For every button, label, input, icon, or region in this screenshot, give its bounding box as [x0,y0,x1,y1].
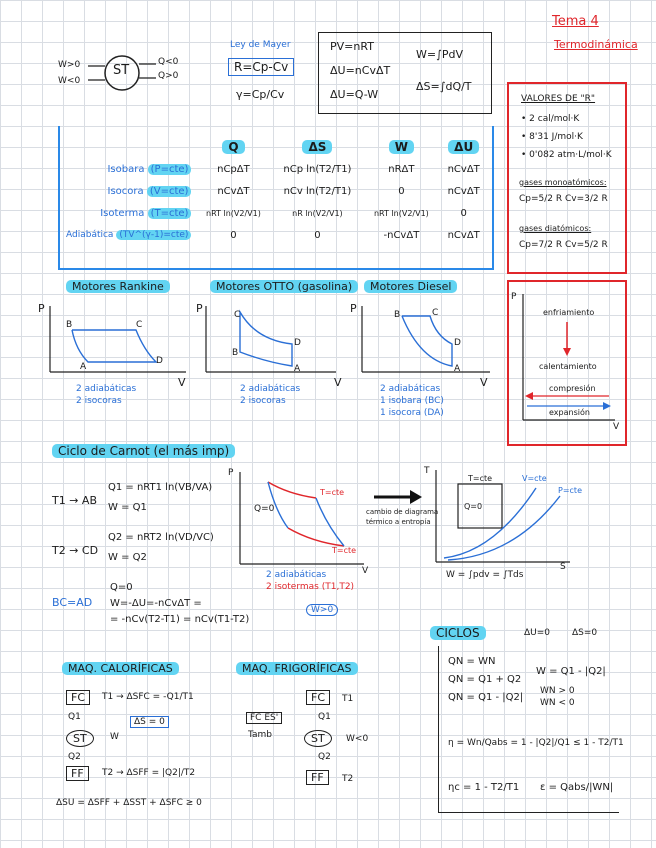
table-row-isobara [62,158,488,180]
maq-cal-q1: Q1 [68,712,81,722]
r-value-2-text: 8'31 J/mol·K [529,132,583,142]
row-label-isoterma [62,202,195,224]
r-value-1-text: 2 cal/mol·K [529,114,580,124]
table-header-w [363,136,439,158]
maq-fri-title: MAQ. FRIGORÍFICAS [236,662,358,675]
w-neg-label: W<0 [58,76,81,86]
carnot-t1: T1 → AB [52,494,97,507]
carnot-t2-label: T=cte [332,546,357,555]
point-b: B [394,310,401,320]
table-cell: nCv ln(T2/T1) [283,185,352,197]
carnot-t2-w: W = Q2 [108,552,147,563]
point-d: D [454,338,461,348]
maq-fri-q2: Q2 [318,752,331,762]
point-a: A [294,364,301,374]
maq-cal-t1: T1 → ΔSFC = -Q1/T1 [102,692,194,702]
diesel-pv-plot [350,300,500,380]
ciclos-eta: η = Wn/Qabs = 1 - |Q2|/Q1 ≤ 1 - T2/T1 [448,738,624,748]
motor-diesel-line-1: 2 adiabáticas [380,384,441,394]
table-row-isoterma [62,202,488,224]
ciclos-du: ΔU=0 [524,628,551,638]
maq-fri-tamb: Tamb [248,730,273,740]
row-cond: (TV^(γ-1)=cte) [116,230,191,240]
ciclos-eq-3: QN = Q1 - |Q2| [448,692,524,703]
table-header-ds-text: ΔS [302,140,332,154]
motor-diesel [350,280,500,430]
w-pos-label: W>0 [58,60,81,70]
motor-otto [196,280,353,410]
system-label: ST [113,63,130,78]
motor-rankine-title: Motores Rankine [66,280,170,293]
table-cell: -nCvΔT [383,229,420,241]
point-d: D [156,356,163,366]
fridge-exp-label: expansión [549,408,590,417]
maq-cal-w: W [110,732,119,742]
ciclos-title: CICLOS [430,626,486,640]
ts-p-label: P=cte [558,486,582,495]
system-diagram [58,48,188,96]
ciclos-wneg: WN < 0 [540,698,575,708]
maq-cal-q2: Q2 [68,752,81,762]
process-table [62,136,488,246]
fridge-comp-label: compresión [549,384,596,393]
carnot-bc: BC=AD [52,596,93,609]
eq-w: W=∫PdV [416,48,463,61]
row-name: Isocora [107,185,144,197]
point-c: C [234,310,241,320]
carnot-title: Ciclo de Carnot (el más imp) [52,444,235,458]
row-label-isobara [62,158,195,180]
ts-top-label: T=cte [468,474,493,483]
maq-cal-st: ST [66,730,94,747]
motor-rankine-line-2: 2 isocoras [76,396,122,406]
row-name: Isoterma [100,207,145,219]
carnot-t1-q: Q1 = nRT1 ln(VB/VA) [108,482,213,493]
q-neg-label: Q<0 [158,57,179,67]
row-name: Adiabática [66,230,114,240]
point-a: A [80,362,87,372]
point-c: C [136,320,143,330]
table-header-du-text: ΔU [448,140,479,154]
otto-pv-plot [196,300,346,380]
table-cell: 0 [230,229,237,241]
carnot-w-pos: W>0 [306,604,338,616]
ciclos-ds: ΔS=0 [572,628,598,638]
r-values-box [507,82,627,274]
motor-diesel-line-3: 1 isocora (DA) [380,408,444,418]
fridge-diagram-box [507,280,627,446]
di-title: gases diatómicos: [519,224,592,233]
q-pos-label: Q>0 [158,71,179,81]
maq-fri-w: W<0 [346,734,369,744]
v-axis-label: V [334,376,342,389]
r-value-1: • 2 cal/mol·K [521,114,580,124]
motor-otto-title: Motores OTTO (gasolina) [210,280,358,293]
maq-cal-total: ΔSU = ΔSFF + ΔSST + ΔSFC ≥ 0 [56,798,202,808]
motor-diesel-title: Motores Diesel [364,280,457,293]
mayer-label: Ley de Mayer [230,40,291,50]
ciclos-w: W = Q1 - |Q2| [536,666,606,677]
ciclos-eq-2: QN = Q1 + Q2 [448,674,522,685]
table-cell: nCp ln(T2/T1) [283,163,352,175]
carnot-t2: T2 → CD [52,544,99,557]
table-header-du [439,136,488,158]
arrow-note-1: cambio de diagrama [366,508,439,516]
p-axis-label: P [228,468,234,478]
maq-fri-fces: FC ES' [246,712,282,724]
p-axis-label: P [38,302,45,315]
rankine-pv-plot [36,300,196,380]
carnot-bc-w2: = -nCv(T2-T1) = nCv(T1-T2) [110,614,250,625]
carnot-ts-svg [424,466,574,566]
maq-fri-st: ST [304,730,332,747]
eq-du2: ΔU=Q-W [330,88,379,101]
table-cell: nCvΔT [447,229,480,241]
eq-du1: ΔU=nCvΔT [330,64,391,77]
carnot-t1-w: W = Q1 [108,502,147,513]
t-axis-label: T [424,466,430,476]
mono-title: gases monoatómicos: [519,178,607,187]
v-axis-label: V [178,376,186,389]
table-header-w-text: W [389,140,414,154]
table-cell: nR ln(V2/V1) [292,208,343,218]
table-cell: nRΔT [388,163,415,175]
r-value-2: • 8'31 J/mol·K [521,132,583,142]
r-value-3: • 0'082 atm·L/mol·K [521,150,612,160]
table-cell: nCvΔT [447,163,480,175]
ciclos-etac: ηc = 1 - T2/T1 [448,782,520,793]
row-cond: (T=cte) [148,208,192,219]
ciclos-eps: ε = Qabs/|WN| [540,782,614,793]
carnot-bc-w: W=-ΔU=-nCvΔT = [110,598,202,609]
eq-pv: PV=nRT [330,40,374,53]
eq-ds: ΔS=∫dQ/T [416,80,472,93]
ciclos-eq-1: QN = WN [448,656,496,667]
carnot-t1-label: T=cte [320,488,345,497]
motor-rankine-line-1: 2 adiabáticas [76,384,137,394]
gamma-relation: γ=Cp/Cv [236,88,285,101]
fridge-mid-label: calentamiento [539,362,597,371]
table-cell: nCvΔT [447,185,480,197]
maq-cal-fc: FC [66,690,90,705]
ciclos-wpos: WN > 0 [540,686,575,696]
carnot-w-integral: W = ∫pdv = ∫Tds [446,570,524,580]
v-axis-label: V [613,422,620,432]
table-cell: 0 [398,185,405,197]
point-d: D [294,338,301,348]
maq-cal-title: MAQ. CALORÍFICAS [62,662,179,675]
carnot-t2-q: Q2 = nRT2 ln(VD/VC) [108,532,214,543]
table-cell: 0 [460,207,467,219]
tema-title: Tema 4 [552,14,599,29]
table-row-isocora [62,180,488,202]
table-corner [62,136,195,158]
point-b: B [66,320,73,330]
carnot-bc-q: Q=0 [110,582,133,593]
maq-cal-ff: FF [66,766,89,781]
table-row-adiabatica [62,224,488,246]
table-cell: nRT ln(V2/V1) [206,208,261,218]
v-axis-label: V [362,566,369,576]
r-value-3-text: 0'082 atm·L/mol·K [529,150,612,160]
fridge-top-label: enfriamiento [543,308,595,317]
motor-rankine [36,280,196,410]
maq-fri-ff: FF [306,770,329,785]
ts-v-label: V=cte [522,474,547,483]
row-name: Isobara [107,163,145,175]
p-axis-label: P [511,292,517,302]
carnot-arrow-icon [372,490,422,504]
point-b: B [232,348,239,358]
mono-values: Cp=5/2 R Cv=3/2 R [519,194,608,204]
mayer-relation: R=Cp-Cv [228,58,294,76]
carnot-pv-diagram [228,468,368,584]
carnot-ts-diagram [424,466,582,586]
row-label-adiabatica [62,224,195,246]
maq-fri-t2: T2 [342,774,354,784]
row-label-isocora [62,180,195,202]
r-values-title: VALORES DE "R" [521,94,596,104]
row-cond: (V=cte) [147,186,192,197]
table-cell: 0 [314,229,321,241]
row-cond: (P=cte) [148,164,192,175]
point-a: A [454,364,461,374]
motor-otto-line-1: 2 adiabáticas [240,384,301,394]
tema-subtitle: Termodinámica [554,38,638,51]
maq-cal-t2: T2 → ΔSFF = |Q2|/T2 [102,768,196,778]
carnot-lines-1: 2 adiabáticas [266,570,327,580]
table-header-ds [271,136,363,158]
ts-q0-label: Q=0 [464,502,483,511]
arrow-note-2: térmico a entropía [366,518,431,526]
maq-fri-q1: Q1 [318,712,331,722]
v-axis-label: V [480,376,488,389]
p-axis-label: P [196,302,203,315]
p-axis-label: P [350,302,357,315]
maq-cal-dss: ΔS = 0 [130,716,169,728]
motor-otto-line-2: 2 isocoras [240,396,286,406]
s-axis-label: S [560,562,566,572]
table-cell: nCpΔT [217,163,250,175]
table-header-q [195,136,271,158]
maq-fri-t1: T1 [342,694,354,704]
carnot-q0-label: Q=0 [254,504,275,514]
point-c: C [432,308,439,318]
table-cell: nRT ln(V2/V1) [373,208,429,218]
table-header-q-text: Q [222,140,244,154]
motor-diesel-line-2: 1 isobara (BC) [380,396,444,406]
carnot-lines-2: 2 isotermas (T1,T2) [266,582,355,592]
table-cell: nCvΔT [217,185,250,197]
di-values: Cp=7/2 R Cv=5/2 R [519,240,608,250]
maq-fri-fc: FC [306,690,330,705]
